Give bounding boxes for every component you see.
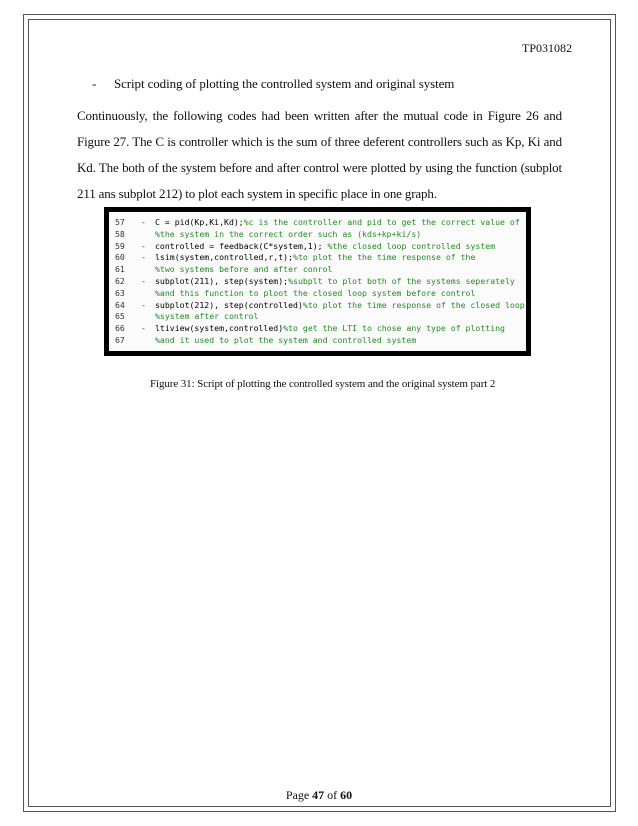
bullet-text: Script coding of plotting the controlled system and original system bbox=[114, 76, 455, 91]
line-number: 66 bbox=[115, 323, 125, 334]
code-line bbox=[109, 241, 526, 253]
breakpoint-marker bbox=[141, 288, 155, 300]
code-line bbox=[109, 252, 526, 264]
breakpoint-marker bbox=[141, 311, 155, 323]
breakpoint-marker: - bbox=[141, 299, 146, 310]
code-line bbox=[109, 311, 526, 323]
footer-of-word: of bbox=[327, 788, 338, 802]
document-id: TP031082 bbox=[521, 41, 572, 55]
breakpoint-marker: - bbox=[141, 275, 146, 286]
line-number: 67 bbox=[115, 334, 125, 345]
code-line bbox=[109, 276, 526, 288]
code-comment: %and it used to plot the system and controlled system bbox=[155, 334, 417, 345]
code-comment: %to plot the the time response of the bbox=[293, 252, 476, 263]
line-number: 63 bbox=[115, 287, 125, 298]
code-text: subplot(212), step(controlled) bbox=[155, 299, 303, 310]
breakpoint-marker: - bbox=[141, 240, 146, 251]
code-line bbox=[109, 229, 526, 241]
breakpoint-marker bbox=[141, 229, 155, 241]
code-line bbox=[109, 217, 526, 229]
code-comment: %to plot the time response of the closed loop bbox=[302, 299, 525, 310]
breakpoint-marker bbox=[141, 335, 155, 347]
line-number: 62 bbox=[115, 275, 125, 286]
footer-page-number: 47 bbox=[312, 788, 325, 802]
page-footer bbox=[0, 788, 638, 803]
code-text: ltiview(system,controlled) bbox=[155, 323, 284, 334]
line-number: 59 bbox=[115, 240, 125, 251]
footer-page-word: Page bbox=[285, 788, 310, 802]
bullet-dash: - bbox=[92, 76, 97, 91]
code-text: subplot(211), step(system); bbox=[155, 275, 289, 286]
breakpoint-marker: - bbox=[141, 323, 146, 334]
code-line bbox=[109, 264, 526, 276]
code-comment: %two systems before and after conrol bbox=[155, 264, 333, 275]
code-line bbox=[109, 323, 526, 335]
code-comment: %subplt to plot both of the systems seperately bbox=[288, 275, 515, 286]
code-text: C = pid(Kp,Ki,Kd); bbox=[155, 217, 244, 227]
line-number: 60 bbox=[115, 252, 125, 263]
breakpoint-marker: - bbox=[141, 252, 146, 263]
code-screenshot bbox=[104, 207, 531, 356]
line-number: 64 bbox=[115, 299, 125, 310]
code-line bbox=[109, 288, 526, 300]
code-comment: %the system in the correct order such as (kds+kp+ki/s) bbox=[155, 228, 422, 239]
code-comment: %to get the LTI to chose any type of plotting bbox=[283, 323, 505, 334]
code-text: lsim(system,controlled,r,t); bbox=[155, 252, 294, 263]
code-comment: %the closed loop controlled system bbox=[327, 240, 496, 251]
breakpoint-marker: - bbox=[141, 217, 146, 227]
line-number: 61 bbox=[115, 264, 125, 275]
line-number: 58 bbox=[115, 228, 125, 239]
section-bullet bbox=[92, 76, 454, 92]
code-text: controlled = feedback(C*system,1); bbox=[155, 240, 328, 251]
figure-caption: Figure 31: Script of plotting the controlled system and the original system part 2 bbox=[150, 378, 496, 390]
footer-total-pages: 60 bbox=[340, 788, 353, 802]
line-number: 65 bbox=[115, 311, 125, 322]
code-comment: %system after control bbox=[155, 311, 259, 322]
body-paragraph: Continuously, the following codes had been written after the mutual code in Figure 26 and Figure 27. The C is controller which is the sum of three deferent controllers such as Kp, Ki and Kd. The both of the system before and after control were plotted by using the function (subplot 211 ans subplot 212) to plot each system in specific place in one graph. bbox=[77, 108, 562, 201]
code-line bbox=[109, 335, 526, 347]
line-number: 57 bbox=[115, 217, 125, 227]
code-comment: %c is the controller and pid to get the correct value of bbox=[243, 217, 520, 227]
breakpoint-marker bbox=[141, 264, 155, 276]
code-comment: %and this function to ploot the closed loop system before control bbox=[155, 287, 476, 298]
code-line bbox=[109, 300, 526, 312]
code-editor-panel bbox=[109, 212, 526, 351]
